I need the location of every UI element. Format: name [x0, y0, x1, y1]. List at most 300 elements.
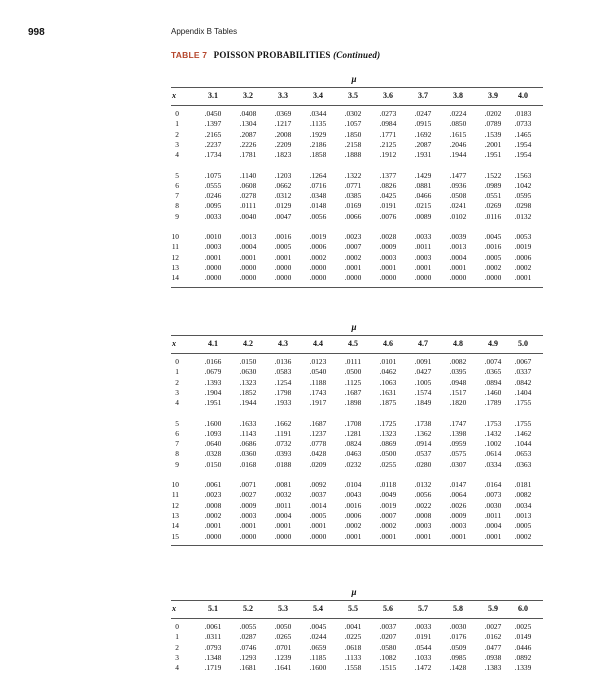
probability-cell: .0789	[484, 119, 502, 129]
x-value: 0	[175, 357, 179, 366]
probability-cell: .0393	[274, 449, 292, 459]
probability-cell: .0043	[344, 490, 362, 500]
probability-cell: .0500	[379, 449, 397, 459]
probability-cell: .0019	[309, 232, 327, 241]
probability-cell: .2087	[239, 129, 257, 139]
probability-cell: .1823	[274, 150, 292, 160]
table-row	[171, 429, 543, 439]
mu-header: 4.9	[488, 339, 498, 348]
x-value: 8	[175, 449, 179, 459]
x-value: 14	[171, 521, 179, 531]
probability-cell: .2165	[204, 129, 222, 139]
probability-cell: .1954	[514, 150, 532, 160]
probability-cell: .0003	[414, 521, 432, 531]
x-value: 11	[171, 242, 179, 252]
table-row	[171, 150, 543, 160]
probability-cell: .0016	[274, 232, 292, 241]
probability-cell: .0001	[344, 262, 362, 272]
x-value: 6	[175, 428, 179, 438]
probability-cell: .1075	[204, 170, 222, 180]
probability-cell: .1377	[379, 170, 397, 180]
probability-cell: .0000	[449, 273, 467, 283]
probability-cell: .0091	[414, 357, 432, 366]
probability-cell: .0881	[414, 180, 432, 190]
probability-cell: .0000	[274, 531, 292, 541]
probability-cell: .1747	[449, 418, 467, 428]
table-row	[171, 622, 543, 632]
probability-cell: .0000	[204, 262, 222, 272]
divider	[171, 105, 543, 106]
probability-cell: .0183	[514, 109, 532, 118]
probability-cell: .0001	[204, 252, 222, 262]
probability-cell: .1898	[344, 398, 362, 408]
x-value: 15	[171, 531, 179, 541]
probability-cell: .0618	[344, 642, 362, 652]
probability-cell: .0989	[484, 180, 502, 190]
probability-cell: .2237	[204, 139, 222, 149]
probability-cell: .0000	[274, 273, 292, 283]
probability-cell: .0701	[274, 642, 292, 652]
probability-cell: .0030	[449, 622, 467, 631]
mu-header: 3.9	[488, 91, 498, 100]
mu-symbol: μ	[351, 74, 357, 84]
probability-cell: .0278	[239, 191, 257, 201]
probability-cell: .0019	[514, 242, 532, 252]
table-label: TABLE 7	[171, 50, 208, 60]
mu-header: 4.6	[383, 339, 393, 348]
probability-cell: .0850	[449, 119, 467, 129]
probability-cell: .0006	[309, 242, 327, 252]
probability-cell: .0003	[414, 252, 432, 262]
probability-cell: .0608	[239, 180, 257, 190]
page-number: 998	[28, 27, 45, 38]
x-value: 4	[175, 150, 179, 160]
probability-cell: .2001	[484, 139, 502, 149]
probability-cell: .0011	[414, 242, 432, 252]
probability-cell: .1888	[344, 150, 362, 160]
probability-cell: .0019	[379, 500, 397, 510]
probability-cell: .0045	[309, 622, 327, 631]
probability-cell: .1708	[344, 418, 362, 428]
x-value: 4	[175, 398, 179, 408]
probability-cell: .0041	[344, 622, 362, 631]
probability-cell: .1002	[484, 439, 502, 449]
probability-cell: .0003	[239, 510, 257, 520]
probability-cell: .0575	[449, 449, 467, 459]
probability-cell: .1517	[449, 387, 467, 397]
probability-cell: .2186	[309, 139, 327, 149]
probability-cell: .0640	[204, 439, 222, 449]
probability-cell: .0408	[239, 109, 257, 118]
probability-cell: .0894	[484, 377, 502, 387]
probability-cell: .0369	[274, 109, 292, 118]
x-value: 10	[171, 232, 179, 241]
mu-header: 5.7	[418, 604, 428, 613]
table-row	[171, 532, 543, 542]
probability-cell: .1393	[204, 377, 222, 387]
probability-cell: .0011	[484, 510, 502, 520]
probability-cell: .1293	[239, 652, 257, 662]
probability-cell: .0247	[414, 109, 432, 118]
probability-cell: .0166	[204, 357, 222, 366]
probability-cell: .0462	[379, 367, 397, 377]
header-row	[171, 602, 543, 616]
probability-cell: .1322	[344, 170, 362, 180]
x-value: 4	[175, 663, 179, 673]
probability-cell: .0334	[484, 459, 502, 469]
probability-cell: .1631	[379, 387, 397, 397]
probability-cell: .1044	[514, 439, 532, 449]
mu-header: 5.4	[313, 604, 323, 613]
probability-cell: .1135	[309, 119, 327, 129]
probability-cell: .0013	[449, 242, 467, 252]
probability-cell: .1140	[239, 170, 257, 180]
probability-cell: .0013	[239, 232, 257, 241]
probability-cell: .2226	[239, 139, 257, 149]
probability-cell: .0081	[274, 480, 292, 489]
table-row	[171, 273, 543, 283]
table-row	[171, 201, 543, 211]
probability-cell: .1798	[274, 387, 292, 397]
x-value: 12	[171, 252, 179, 262]
probability-cell: .1820	[449, 398, 467, 408]
probability-cell: .1063	[379, 377, 397, 387]
mu-header: 4.3	[278, 339, 288, 348]
probability-cell: .1743	[309, 387, 327, 397]
probability-cell: .0001	[514, 273, 532, 283]
divider	[171, 87, 543, 88]
x-value: 1	[175, 367, 179, 377]
probability-cell: .0003	[204, 242, 222, 252]
probability-cell: .0984	[379, 119, 397, 129]
probability-cell: .0000	[239, 531, 257, 541]
table-row	[171, 109, 543, 119]
probability-cell: .0985	[449, 652, 467, 662]
x-value: 3	[175, 139, 179, 149]
probability-cell: .1725	[379, 418, 397, 428]
probability-cell: .1203	[274, 170, 292, 180]
table-row	[171, 212, 543, 222]
probability-cell: .0002	[344, 521, 362, 531]
probability-cell: .1398	[449, 428, 467, 438]
probability-cell: .0778	[309, 439, 327, 449]
table-row	[171, 181, 543, 191]
probability-cell: .1929	[309, 129, 327, 139]
probability-cell: .1125	[344, 377, 362, 387]
probability-cell: .1191	[274, 428, 292, 438]
mu-header: 3.8	[453, 91, 463, 100]
probability-cell: .0686	[239, 439, 257, 449]
x-value: 6	[175, 180, 179, 190]
probability-cell: .1082	[379, 652, 397, 662]
probability-cell: .0168	[239, 459, 257, 469]
probability-cell: .1738	[414, 418, 432, 428]
probability-cell: .0450	[204, 109, 222, 118]
probability-cell: .0892	[514, 652, 532, 662]
divider	[171, 287, 543, 288]
probability-cell: .0508	[449, 191, 467, 201]
probability-cell: .1600	[204, 418, 222, 428]
probability-cell: .0948	[449, 377, 467, 387]
probability-cell: .0053	[514, 232, 532, 241]
probability-cell: .0225	[344, 632, 362, 642]
probability-cell: .1397	[204, 119, 222, 129]
divider	[171, 353, 543, 354]
mu-header: 4.0	[518, 91, 528, 100]
probability-cell: .0477	[484, 642, 502, 652]
table-name: POISSON PROBABILITIES	[213, 50, 331, 60]
probability-cell: .0959	[449, 439, 467, 449]
probability-cell: .1429	[414, 170, 432, 180]
probability-cell: .0033	[414, 232, 432, 241]
table-row	[171, 460, 543, 470]
probability-cell: .0000	[484, 273, 502, 283]
probability-cell: .0028	[379, 232, 397, 241]
probability-cell: .0076	[379, 211, 397, 221]
mu-header: 4.8	[453, 339, 463, 348]
probability-cell: .0132	[514, 211, 532, 221]
probability-cell: .1539	[484, 129, 502, 139]
probability-cell: .0000	[309, 531, 327, 541]
probability-cell: .0188	[274, 459, 292, 469]
probability-cell: .1850	[344, 129, 362, 139]
mu-header: 3.2	[243, 91, 253, 100]
table-row	[171, 632, 543, 642]
probability-cell: .0001	[309, 521, 327, 531]
probability-cell: .0348	[309, 191, 327, 201]
probability-cell: .0280	[414, 459, 432, 469]
probability-cell: .0001	[274, 521, 292, 531]
probability-cell: .0004	[274, 510, 292, 520]
probability-cell: .0360	[239, 449, 257, 459]
probability-cell: .0047	[274, 211, 292, 221]
probability-cell: .1633	[239, 418, 257, 428]
probability-cell: .0008	[414, 510, 432, 520]
probability-cell: .1188	[309, 377, 327, 387]
probability-cell: .1515	[379, 663, 397, 673]
probability-cell: .1460	[484, 387, 502, 397]
table-row	[171, 501, 543, 511]
probability-cell: .0463	[344, 449, 362, 459]
table-row	[171, 242, 543, 252]
probability-cell: .0082	[514, 490, 532, 500]
mu-symbol: μ	[351, 322, 357, 332]
x-value: 13	[171, 262, 179, 272]
table-row	[171, 378, 543, 388]
probability-cell: .0446	[514, 642, 532, 652]
probability-cell: .0055	[239, 622, 257, 631]
probability-cell: .0004	[449, 252, 467, 262]
mu-header: 5.2	[243, 604, 253, 613]
probability-cell: .0869	[379, 439, 397, 449]
table-row	[171, 653, 543, 663]
probability-cell: .0915	[414, 119, 432, 129]
probability-cell: .0509	[449, 642, 467, 652]
probability-cell: .0679	[204, 367, 222, 377]
probability-cell: .1753	[484, 418, 502, 428]
probability-cell: .0092	[309, 480, 327, 489]
probability-cell: .0595	[514, 191, 532, 201]
probability-cell: .1428	[449, 663, 467, 673]
probability-cell: .0312	[274, 191, 292, 201]
probability-cell: .0104	[344, 480, 362, 489]
probability-cell: .0040	[239, 211, 257, 221]
probability-cell: .1852	[239, 387, 257, 397]
mu-header: 5.1	[208, 604, 218, 613]
probability-cell: .1931	[414, 150, 432, 160]
table-row	[171, 419, 543, 429]
table-row	[171, 191, 543, 201]
running-head: Appendix B Tables	[171, 27, 238, 36]
probability-cell: .0428	[309, 449, 327, 459]
probability-cell: .0005	[514, 521, 532, 531]
probability-cell: .0025	[514, 622, 532, 631]
mu-header: 5.8	[453, 604, 463, 613]
probability-cell: .0013	[514, 510, 532, 520]
probability-cell: .0164	[484, 480, 502, 489]
probability-cell: .0005	[309, 510, 327, 520]
probability-cell: .0049	[379, 490, 397, 500]
probability-cell: .0363	[514, 459, 532, 469]
probability-cell: .0061	[204, 622, 222, 631]
probability-cell: .1323	[379, 428, 397, 438]
mu-header: 5.9	[488, 604, 498, 613]
probability-cell: .0136	[274, 357, 292, 366]
probability-cell: .1339	[514, 663, 532, 673]
x-value: 2	[175, 129, 179, 139]
probability-cell: .0191	[379, 201, 397, 211]
probability-cell: .0002	[484, 262, 502, 272]
probability-cell: .0176	[449, 632, 467, 642]
table-row	[171, 253, 543, 263]
probability-cell: .1348	[204, 652, 222, 662]
probability-cell: .2008	[274, 129, 292, 139]
probability-cell: .0002	[514, 262, 532, 272]
probability-cell: .0555	[204, 180, 222, 190]
table-row	[171, 388, 543, 398]
probability-cell: .0150	[239, 357, 257, 366]
probability-cell: .0733	[514, 119, 532, 129]
probability-cell: .0002	[309, 252, 327, 262]
probability-cell: .1719	[204, 663, 222, 673]
probability-cell: .0001	[239, 252, 257, 262]
probability-cell: .0000	[309, 273, 327, 283]
probability-cell: .0118	[379, 480, 397, 489]
probability-cell: .0089	[414, 211, 432, 221]
probability-cell: .0540	[309, 367, 327, 377]
probability-cell: .0246	[204, 191, 222, 201]
probability-cell: .1954	[514, 139, 532, 149]
x-value: 1	[175, 119, 179, 129]
probability-cell: .2046	[449, 139, 467, 149]
probability-cell: .0023	[204, 490, 222, 500]
probability-cell: .1404	[514, 387, 532, 397]
x-header: x	[172, 91, 176, 100]
probability-cell: .0001	[379, 262, 397, 272]
probability-cell: .0026	[449, 500, 467, 510]
probability-cell: .0022	[414, 500, 432, 510]
probability-cell: .0001	[414, 531, 432, 541]
probability-cell: .0006	[344, 510, 362, 520]
probability-cell: .1033	[414, 652, 432, 662]
x-value: 11	[171, 490, 179, 500]
probability-cell: .0191	[414, 632, 432, 642]
probability-cell: .1641	[274, 663, 292, 673]
probability-cell: .0273	[379, 109, 397, 118]
probability-cell: .0000	[239, 262, 257, 272]
probability-cell: .0037	[309, 490, 327, 500]
probability-cell: .0244	[309, 632, 327, 642]
table-row	[171, 140, 543, 150]
probability-cell: .0000	[309, 262, 327, 272]
mu-header: 4.4	[313, 339, 323, 348]
probability-cell: .0365	[484, 367, 502, 377]
probability-cell: .1917	[309, 398, 327, 408]
probability-cell: .1304	[239, 119, 257, 129]
probability-cell: .0148	[309, 201, 327, 211]
probability-cell: .1600	[309, 663, 327, 673]
probability-cell: .0583	[274, 367, 292, 377]
probability-cell: .1237	[309, 428, 327, 438]
x-value: 7	[175, 191, 179, 201]
table-row	[171, 367, 543, 377]
probability-cell: .1558	[344, 663, 362, 673]
table-row	[171, 449, 543, 459]
header-row	[171, 337, 543, 351]
probability-cell: .0842	[514, 377, 532, 387]
probability-cell: .0004	[484, 521, 502, 531]
probability-cell: .1465	[514, 129, 532, 139]
probability-cell: .0116	[484, 211, 502, 221]
probability-cell: .1217	[274, 119, 292, 129]
mu-header: 5.5	[348, 604, 358, 613]
probability-cell: .0938	[484, 652, 502, 662]
x-value: 9	[175, 211, 179, 221]
probability-cell: .0000	[379, 273, 397, 283]
mu-header: 5.3	[278, 604, 288, 613]
probability-cell: .0215	[414, 201, 432, 211]
table-row	[171, 232, 543, 242]
probability-cell: .0005	[484, 252, 502, 262]
probability-cell: .0000	[274, 262, 292, 272]
probability-cell: .0162	[484, 632, 502, 642]
probability-cell: .0466	[414, 191, 432, 201]
probability-cell: .0005	[274, 242, 292, 252]
probability-cell: .1281	[344, 428, 362, 438]
probability-cell: .0580	[379, 642, 397, 652]
x-value: 12	[171, 500, 179, 510]
probability-cell: .0311	[204, 632, 222, 642]
table-row	[171, 490, 543, 500]
probability-cell: .0826	[379, 180, 397, 190]
probability-cell: .1849	[414, 398, 432, 408]
x-value: 2	[175, 642, 179, 652]
probability-cell: .0030	[484, 500, 502, 510]
x-value: 0	[175, 622, 179, 631]
probability-cell: .1692	[414, 129, 432, 139]
table-row	[171, 119, 543, 129]
probability-cell: .0427	[414, 367, 432, 377]
probability-cell: .0001	[449, 262, 467, 272]
probability-cell: .0014	[309, 500, 327, 510]
probability-cell: .0001	[239, 521, 257, 531]
probability-cell: .2087	[414, 139, 432, 149]
probability-cell: .1042	[514, 180, 532, 190]
probability-cell: .0287	[239, 632, 257, 642]
probability-cell: .0662	[274, 180, 292, 190]
mu-header: 4.5	[348, 339, 358, 348]
table-row	[171, 439, 543, 449]
